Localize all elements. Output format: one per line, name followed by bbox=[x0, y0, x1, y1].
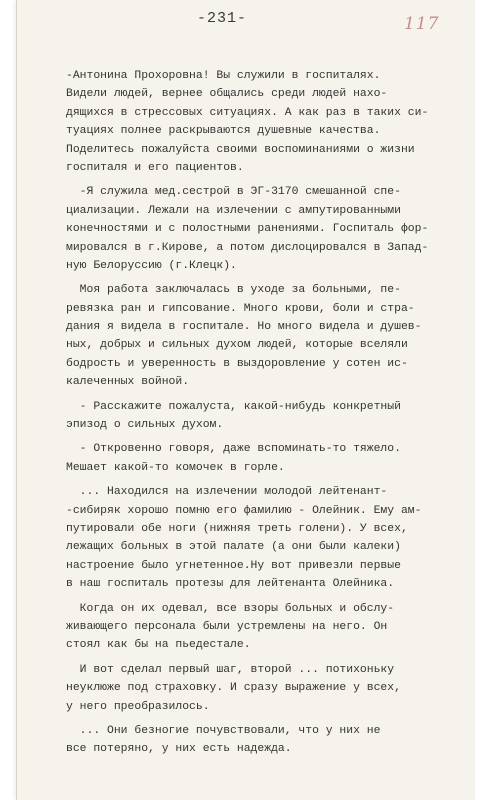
text-line: все потеряно, у них есть надежда. bbox=[66, 743, 292, 756]
text-line: дания я видела в госпитале. Но много видела и душев- bbox=[66, 321, 422, 334]
paragraph bbox=[66, 483, 470, 593]
paragraph bbox=[66, 183, 470, 275]
text-line: -Я служила мед.сестрой в ЭГ-3170 смешанной спе- bbox=[66, 186, 401, 199]
text-line: калеченных войной. bbox=[66, 376, 190, 389]
text-line: лежащих больных в этой палате (а они были калеки) bbox=[66, 541, 401, 554]
text-line: ... Находился на излечении молодой лейтенант- bbox=[66, 486, 388, 499]
text-line: путировали обе ноги (нижняя треть голени). У всех, bbox=[66, 522, 408, 535]
archive-number-handwritten: 117 bbox=[404, 14, 440, 34]
text-line: мировался в г.Кирове, а потом дислоцировался в Запад- bbox=[66, 241, 429, 254]
text-line: циализации. Лежали на излечении с ампутированными bbox=[66, 204, 401, 217]
paragraph bbox=[66, 281, 470, 391]
text-line: И вот сделал первый шаг, второй ... потихоньку bbox=[66, 663, 395, 676]
text-line: в наш госпиталь протезы для лейтенанта Олейника. bbox=[66, 578, 395, 591]
text-line: конечностями и с полостными ранениями. Госпиталь фор- bbox=[66, 223, 429, 236]
text-line: госпиталя и его пациентов. bbox=[66, 161, 244, 174]
text-line: ревязка ран и гипсование. Много крови, боли и стра- bbox=[66, 302, 415, 315]
text-line: Видели людей, вернее общались среди людей нахо- bbox=[66, 88, 388, 101]
document-page bbox=[16, 0, 475, 800]
text-line: Поделитесь пожалуйста своими воспоминаниями о жизни bbox=[66, 143, 415, 156]
paragraph bbox=[66, 661, 470, 716]
text-line: стоял как бы на пьедестале. bbox=[66, 639, 251, 652]
text-line: Моя работа заключалась в уходе за больными, пе- bbox=[66, 284, 401, 297]
text-line: ных, добрых и сильных духом людей, которые вселяли bbox=[66, 339, 408, 352]
text-line: Когда он их одевал, все взоры больных и обслу- bbox=[66, 602, 395, 615]
text-line: - Расскажите пожалуста, какой-нибудь конкретный bbox=[66, 400, 401, 413]
text-line: у него преобразилось. bbox=[66, 700, 210, 713]
text-line: ную Белоруссию (г.Клецк). bbox=[66, 259, 237, 272]
text-line: бодрость и уверенность в выздоровление у сотен ис- bbox=[66, 357, 408, 370]
text-line: дящихся в стрессовых ситуациях. А как раз в таких си- bbox=[66, 106, 429, 119]
text-line: ... Они безногие почувствовали, что у них не bbox=[66, 724, 381, 737]
text-line: - Откровенно говоря, даже вспоминать-то тяжело. bbox=[66, 443, 401, 456]
text-line: -Антонина Прохоровна! Вы служили в госпиталях. bbox=[66, 70, 381, 82]
text-line: живающего персонала были устремлены на него. Он bbox=[66, 620, 388, 633]
text-line: Мешает какой-то комочек в горле. bbox=[66, 461, 285, 474]
text-line: эпизод о сильных духом. bbox=[66, 419, 224, 432]
paragraph bbox=[66, 600, 470, 655]
text-line: туациях полнее раскрываются душевные качества. bbox=[66, 125, 381, 138]
text-line: неуклюже под страховку. И сразу выражение у всех, bbox=[66, 682, 401, 695]
text-line: -сибиряк хорошо помню его фамилию - Олейник. Ему ам- bbox=[66, 504, 422, 517]
paragraph bbox=[66, 398, 470, 435]
paragraph bbox=[66, 722, 470, 759]
paragraph bbox=[66, 67, 470, 177]
typewritten-text bbox=[66, 67, 470, 759]
paragraph bbox=[66, 440, 470, 477]
page-number: -231- bbox=[196, 10, 247, 27]
text-line: настроение было угнетенное.Ну вот привезли первые bbox=[66, 559, 401, 572]
